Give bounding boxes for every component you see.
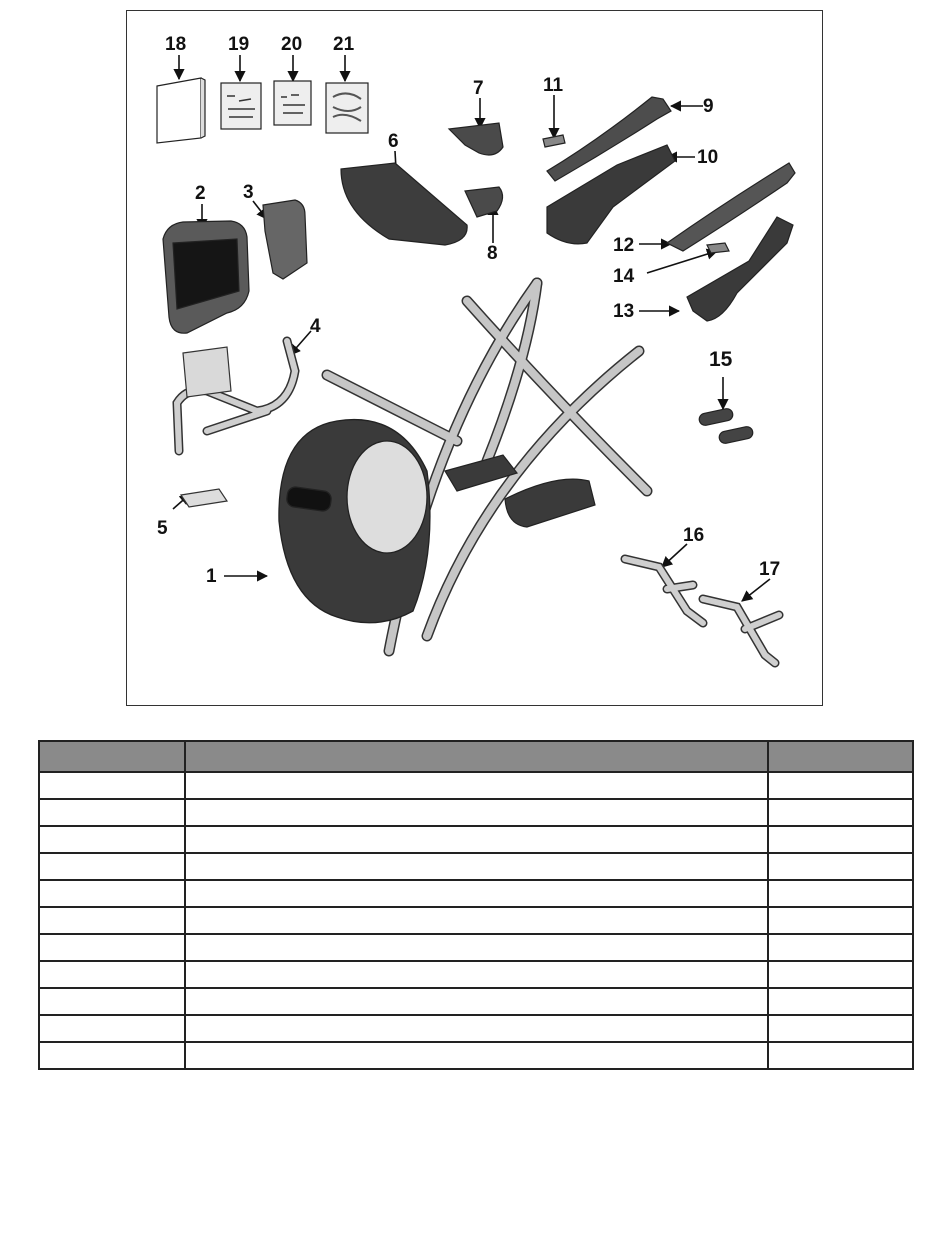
callout-12: 12: [613, 235, 635, 256]
table-cell: [768, 934, 913, 961]
table-row: [39, 907, 913, 934]
table-row: [39, 880, 913, 907]
table-cell: [768, 799, 913, 826]
table-cell: [185, 988, 768, 1015]
callout-14: 14: [613, 266, 635, 287]
table-cell: [768, 907, 913, 934]
handlebar-covers: [547, 97, 795, 321]
callout-16: 16: [683, 525, 705, 546]
callout-4: 4: [310, 316, 321, 337]
table-cell: [185, 934, 768, 961]
callout-6: 6: [388, 131, 399, 152]
table-cell: [768, 826, 913, 853]
table-row: [39, 988, 913, 1015]
table-cell: [768, 961, 913, 988]
table-cell: [39, 880, 185, 907]
exploded-parts-diagram: [126, 10, 823, 706]
table-row: [39, 1042, 913, 1069]
table-cell: [768, 853, 913, 880]
table-cell: [185, 1015, 768, 1042]
callout-3: 3: [243, 182, 254, 203]
table-cell: [185, 907, 768, 934]
table-cell: [39, 1042, 185, 1069]
callout-7: 7: [473, 78, 484, 99]
table-cell: [39, 934, 185, 961]
table-cell: [39, 988, 185, 1015]
table-cell: [39, 853, 185, 880]
callout-13: 13: [613, 301, 635, 322]
callout-18: 18: [165, 34, 187, 55]
table-row: [39, 1015, 913, 1042]
callout-1: 1: [206, 566, 217, 587]
table-cell: [768, 880, 913, 907]
mount-bracket: [181, 489, 227, 507]
table-row: [39, 853, 913, 880]
table-row: [39, 934, 913, 961]
table-cell: [39, 961, 185, 988]
foot-plates: [698, 408, 754, 445]
table-row: [39, 772, 913, 799]
callout-15: 15: [709, 348, 733, 371]
table-cell: [768, 1042, 913, 1069]
table-cell: [39, 907, 185, 934]
table-cell: [39, 826, 185, 853]
callout-19: 19: [228, 34, 250, 55]
callout-5: 5: [157, 518, 168, 539]
lower-arms: [625, 559, 779, 663]
table-cell: [185, 880, 768, 907]
callout-10: 10: [697, 147, 719, 168]
header-cell-1: [39, 741, 185, 772]
header-cell-2: [185, 741, 768, 772]
console-mount-plate: [183, 347, 231, 397]
table-cell: [768, 772, 913, 799]
callout-9: 9: [703, 96, 714, 117]
table-cell: [185, 961, 768, 988]
table-cell: [185, 853, 768, 880]
table-cell: [39, 799, 185, 826]
table-cell: [185, 1042, 768, 1069]
table-row: [39, 826, 913, 853]
document-items: [157, 78, 368, 143]
callout-8: 8: [487, 243, 498, 264]
flywheel-shroud: [279, 420, 430, 623]
parts-table: [38, 740, 914, 1070]
table-cell: [185, 772, 768, 799]
table-header-row: [39, 741, 913, 772]
table-cell: [768, 988, 913, 1015]
table-cell: [185, 826, 768, 853]
table-cell: [39, 1015, 185, 1042]
callout-20: 20: [281, 34, 303, 55]
callout-11: 11: [543, 75, 564, 96]
table-row: [39, 961, 913, 988]
table-cell: [185, 799, 768, 826]
table-cell: [39, 772, 185, 799]
console-parts: [163, 123, 565, 333]
table-cell: [768, 1015, 913, 1042]
callout-2: 2: [195, 183, 206, 204]
callout-17: 17: [759, 559, 781, 580]
header-cell-3: [768, 741, 913, 772]
table-row: [39, 799, 913, 826]
callout-21: 21: [333, 34, 355, 55]
